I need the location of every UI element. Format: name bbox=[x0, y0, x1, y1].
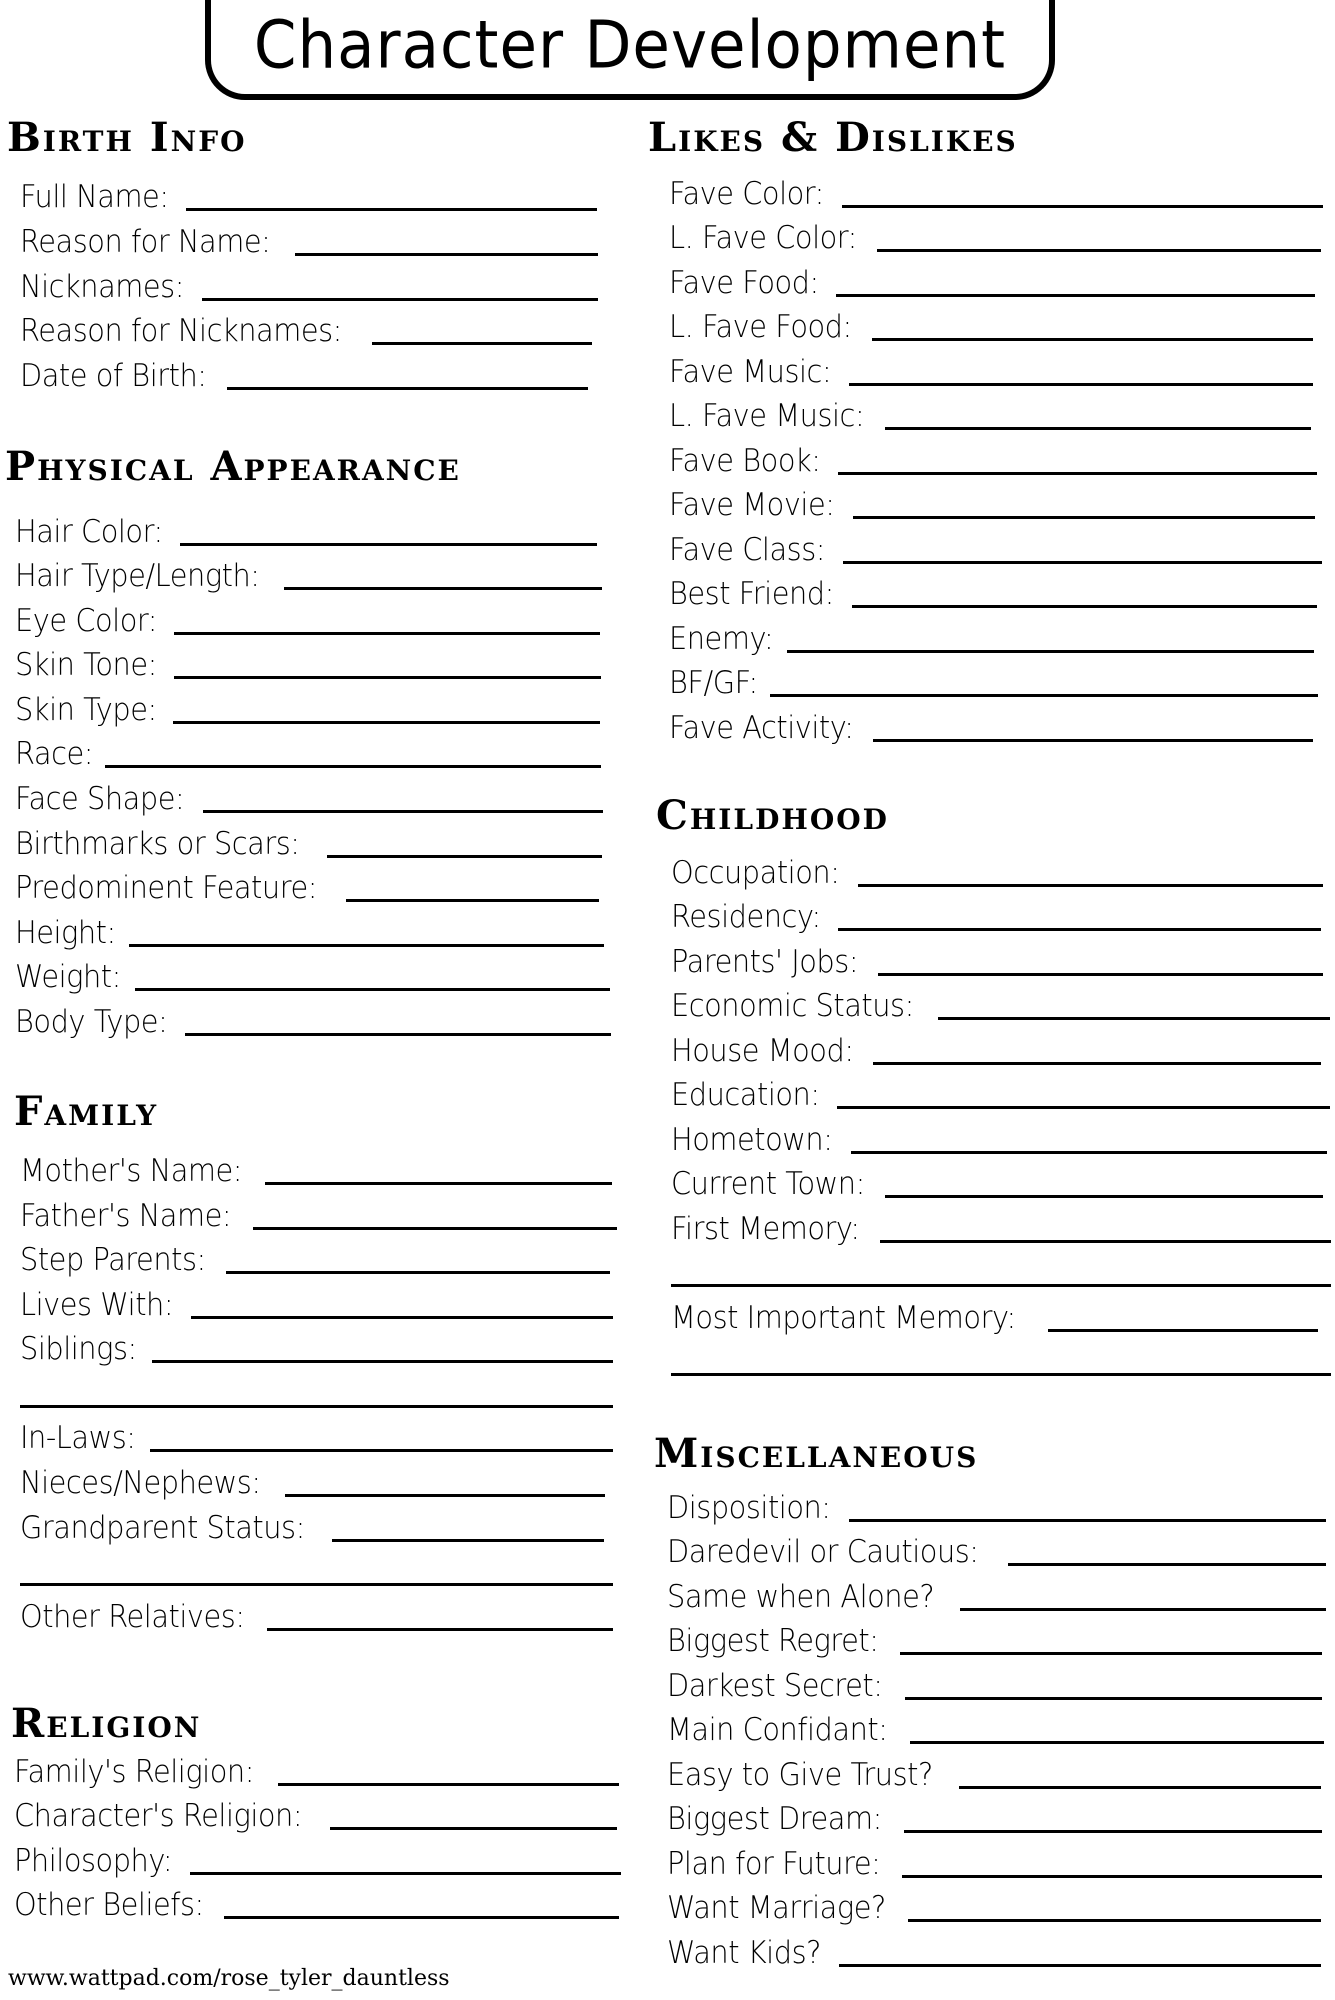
field-label: Fave Color: bbox=[669, 176, 824, 212]
field-label: Other Relatives: bbox=[20, 1599, 245, 1635]
field-label: Residency: bbox=[671, 899, 821, 935]
field-blank-line[interactable] bbox=[836, 294, 1315, 297]
field-blank-line[interactable] bbox=[910, 1741, 1324, 1744]
field-label: House Mood: bbox=[671, 1033, 854, 1069]
field-label: Fave Food: bbox=[669, 265, 819, 301]
field-fave-music[interactable] bbox=[669, 352, 1313, 392]
field-label: Character's Religion: bbox=[14, 1798, 303, 1834]
field-face-shape[interactable] bbox=[15, 779, 603, 819]
field-fave-activity[interactable] bbox=[669, 708, 1313, 748]
field-daredevil-or-cautious[interactable] bbox=[667, 1532, 1326, 1572]
field-label: Grandparent Status: bbox=[20, 1510, 305, 1546]
field-blank-line[interactable] bbox=[185, 1033, 611, 1036]
section-heading-family: Family bbox=[14, 1088, 159, 1135]
field-plan-for-future[interactable] bbox=[667, 1844, 1322, 1884]
field-blank-line[interactable] bbox=[20, 1405, 613, 1408]
field-blank-line[interactable] bbox=[284, 587, 602, 590]
field-label: Current Town: bbox=[671, 1166, 865, 1202]
field-biggest-regret[interactable] bbox=[667, 1621, 1322, 1661]
footer-url: www.wattpad.com/rose_tyler_dauntless bbox=[8, 1966, 450, 1991]
field-blank-line[interactable] bbox=[1048, 1329, 1318, 1332]
field-blank-line[interactable] bbox=[1008, 1563, 1326, 1566]
field-blank-line[interactable] bbox=[135, 988, 610, 991]
field-full-name[interactable] bbox=[20, 177, 597, 217]
field-blank-line[interactable] bbox=[837, 1106, 1330, 1109]
field-blank-line[interactable] bbox=[885, 427, 1311, 430]
field-siblings[interactable] bbox=[20, 1329, 613, 1369]
field-in-laws[interactable] bbox=[20, 1418, 613, 1458]
field-most-important-memory-continued[interactable] bbox=[671, 1342, 1331, 1382]
field-fave-food[interactable] bbox=[669, 263, 1315, 303]
field-label: L. Fave Color: bbox=[669, 220, 857, 256]
field-blank-line[interactable] bbox=[843, 561, 1322, 564]
field-label: BF/GF: bbox=[669, 665, 758, 701]
field-label: Lives With: bbox=[20, 1287, 174, 1323]
field-first-memory[interactable] bbox=[671, 1209, 1331, 1249]
field-hometown[interactable] bbox=[671, 1120, 1327, 1160]
field-label: Hair Type/Length: bbox=[15, 558, 260, 594]
field-label: Father's Name: bbox=[20, 1198, 232, 1234]
field-label: Race: bbox=[15, 736, 94, 772]
field-weight[interactable] bbox=[15, 957, 610, 997]
field-race[interactable] bbox=[15, 734, 601, 774]
field-label: In-Laws: bbox=[20, 1420, 136, 1456]
field-blank-line[interactable] bbox=[278, 1783, 619, 1786]
field-label: Most Important Memory: bbox=[671, 1300, 1016, 1336]
section-heading-birth-info: Birth Info bbox=[7, 114, 247, 161]
field-grandparent-status[interactable] bbox=[20, 1508, 604, 1548]
field-siblings-continued[interactable] bbox=[20, 1374, 613, 1414]
field-label: Disposition: bbox=[667, 1490, 831, 1526]
field-other-beliefs[interactable] bbox=[14, 1885, 619, 1925]
field-label: Birthmarks or Scars: bbox=[15, 826, 300, 862]
field-blank-line[interactable] bbox=[129, 944, 604, 947]
field-blank-line[interactable] bbox=[873, 739, 1313, 742]
field-least-fave-food[interactable] bbox=[669, 307, 1313, 347]
field-label: Weight: bbox=[15, 959, 121, 995]
field-label: Want Marriage? bbox=[667, 1890, 886, 1926]
field-eye-color[interactable] bbox=[15, 601, 600, 641]
field-house-mood[interactable] bbox=[671, 1031, 1321, 1071]
field-blank-line[interactable] bbox=[174, 632, 600, 635]
field-characters-religion[interactable] bbox=[14, 1796, 617, 1836]
field-blank-line[interactable] bbox=[180, 543, 597, 546]
field-blank-line[interactable] bbox=[671, 1373, 1331, 1376]
field-label: Predominent Feature: bbox=[15, 870, 317, 906]
field-label: Daredevil or Cautious: bbox=[667, 1534, 979, 1570]
field-body-type[interactable] bbox=[15, 1002, 611, 1042]
field-other-relatives[interactable] bbox=[20, 1597, 613, 1637]
field-same-when-alone[interactable] bbox=[667, 1577, 1326, 1617]
field-reason-for-nicknames[interactable] bbox=[20, 311, 592, 351]
field-first-memory-continued[interactable] bbox=[671, 1253, 1331, 1293]
field-residency[interactable] bbox=[671, 897, 1321, 937]
field-blank-line[interactable] bbox=[150, 1449, 613, 1452]
field-label: Main Confidant: bbox=[667, 1712, 888, 1748]
field-label: Family's Religion: bbox=[14, 1754, 254, 1790]
field-bf-gf[interactable] bbox=[669, 663, 1318, 703]
field-step-parents[interactable] bbox=[20, 1240, 610, 1280]
field-label: L. Fave Music: bbox=[669, 398, 865, 434]
field-blank-line[interactable] bbox=[186, 208, 597, 211]
field-blank-line[interactable] bbox=[878, 973, 1323, 976]
field-blank-line[interactable] bbox=[253, 1227, 617, 1230]
field-blank-line[interactable] bbox=[885, 1195, 1323, 1198]
field-label: Date of Birth: bbox=[20, 358, 207, 394]
field-enemy[interactable] bbox=[669, 619, 1314, 659]
section-heading-likes-dislikes: Likes & Dislikes bbox=[648, 114, 1018, 161]
field-best-friend[interactable] bbox=[669, 574, 1317, 614]
field-occupation[interactable] bbox=[671, 853, 1323, 893]
field-blank-line[interactable] bbox=[849, 1519, 1326, 1522]
field-label: Biggest Dream: bbox=[667, 1801, 882, 1837]
field-disposition[interactable] bbox=[667, 1488, 1326, 1528]
field-blank-line[interactable] bbox=[787, 650, 1314, 653]
field-blank-line[interactable] bbox=[770, 694, 1318, 697]
field-label: Darkest Secret: bbox=[667, 1668, 883, 1704]
field-blank-line[interactable] bbox=[224, 1916, 619, 1919]
field-fave-movie[interactable] bbox=[669, 485, 1315, 525]
field-blank-line[interactable] bbox=[904, 1830, 1322, 1833]
field-blank-line[interactable] bbox=[902, 1875, 1322, 1878]
field-blank-line[interactable] bbox=[908, 1919, 1321, 1922]
field-blank-line[interactable] bbox=[960, 1608, 1326, 1611]
field-blank-line[interactable] bbox=[900, 1652, 1322, 1655]
field-blank-line[interactable] bbox=[202, 298, 598, 301]
field-label: Reason for Nicknames: bbox=[20, 313, 342, 349]
field-label: Body Type: bbox=[15, 1004, 168, 1040]
field-blank-line[interactable] bbox=[190, 1872, 621, 1875]
field-mothers-name[interactable] bbox=[20, 1151, 612, 1191]
field-label: Education: bbox=[671, 1077, 820, 1113]
field-blank-line[interactable] bbox=[203, 810, 603, 813]
field-fave-book[interactable] bbox=[669, 441, 1317, 481]
field-hair-color[interactable] bbox=[15, 512, 597, 552]
field-fave-color[interactable] bbox=[669, 174, 1323, 214]
field-blank-line[interactable] bbox=[858, 884, 1323, 887]
field-label: Full Name: bbox=[20, 179, 169, 215]
field-label: Skin Tone: bbox=[15, 647, 157, 683]
field-nieces-nephews[interactable] bbox=[20, 1463, 605, 1503]
field-most-important-memory[interactable] bbox=[671, 1298, 1318, 1338]
field-blank-line[interactable] bbox=[838, 472, 1317, 475]
field-label: Easy to Give Trust? bbox=[667, 1757, 933, 1793]
field-label: Eye Color: bbox=[15, 603, 158, 639]
field-label: Step Parents: bbox=[20, 1242, 206, 1278]
field-current-town[interactable] bbox=[671, 1164, 1323, 1204]
field-blank-line[interactable] bbox=[849, 383, 1313, 386]
field-easy-to-give-trust[interactable] bbox=[667, 1755, 1321, 1795]
field-darkest-secret[interactable] bbox=[667, 1666, 1322, 1706]
section-heading-physical-appearance: Physical Appearance bbox=[5, 443, 461, 490]
field-blank-line[interactable] bbox=[959, 1786, 1321, 1789]
field-blank-line[interactable] bbox=[372, 342, 592, 345]
field-label: Hair Color: bbox=[15, 514, 163, 550]
field-label: Fave Activity: bbox=[669, 710, 854, 746]
field-label: Nicknames: bbox=[20, 269, 184, 305]
field-nicknames[interactable] bbox=[20, 267, 598, 307]
field-blank-line[interactable] bbox=[226, 1271, 610, 1274]
field-blank-line[interactable] bbox=[905, 1697, 1322, 1700]
field-birthmarks-or-scars[interactable] bbox=[15, 824, 602, 864]
field-label: First Memory: bbox=[671, 1211, 860, 1247]
field-label: Nieces/Nephews: bbox=[20, 1465, 261, 1501]
field-lives-with[interactable] bbox=[20, 1285, 613, 1325]
field-blank-line[interactable] bbox=[295, 253, 598, 256]
field-familys-religion[interactable] bbox=[14, 1752, 619, 1792]
field-label: Siblings: bbox=[20, 1331, 137, 1367]
field-label: Fave Class: bbox=[669, 532, 826, 568]
field-want-kids[interactable] bbox=[667, 1933, 1321, 1973]
field-education[interactable] bbox=[671, 1075, 1330, 1115]
field-biggest-dream[interactable] bbox=[667, 1799, 1322, 1839]
field-date-of-birth[interactable] bbox=[20, 356, 588, 396]
field-want-marriage[interactable] bbox=[667, 1888, 1321, 1928]
field-skin-tone[interactable] bbox=[15, 645, 601, 685]
field-blank-line[interactable] bbox=[227, 387, 588, 390]
field-blank-line[interactable] bbox=[842, 205, 1323, 208]
field-blank-line[interactable] bbox=[332, 1539, 604, 1542]
field-label: Enemy: bbox=[669, 621, 774, 657]
field-least-fave-color[interactable] bbox=[669, 218, 1321, 258]
field-skin-type[interactable] bbox=[15, 690, 600, 730]
field-label: Economic Status: bbox=[671, 988, 914, 1024]
field-blank-line[interactable] bbox=[839, 1964, 1321, 1967]
section-heading-religion: Religion bbox=[11, 1700, 202, 1747]
field-blank-line[interactable] bbox=[346, 899, 599, 902]
section-heading-childhood: Childhood bbox=[656, 792, 889, 839]
field-blank-line[interactable] bbox=[327, 855, 602, 858]
field-blank-line[interactable] bbox=[152, 1360, 613, 1363]
field-economic-status[interactable] bbox=[671, 986, 1330, 1026]
field-blank-line[interactable] bbox=[877, 249, 1321, 252]
field-label: Height: bbox=[15, 915, 116, 951]
field-blank-line[interactable] bbox=[174, 676, 601, 679]
field-philosophy[interactable] bbox=[14, 1841, 621, 1881]
field-label: Fave Movie: bbox=[669, 487, 835, 523]
field-label: Fave Book: bbox=[669, 443, 821, 479]
field-main-confidant[interactable] bbox=[667, 1710, 1324, 1750]
field-blank-line[interactable] bbox=[20, 1583, 613, 1586]
field-label: Best Friend: bbox=[669, 576, 834, 612]
field-label: Philosophy: bbox=[14, 1843, 173, 1879]
field-blank-line[interactable] bbox=[853, 516, 1315, 519]
field-blank-line[interactable] bbox=[105, 765, 601, 768]
field-label: L. Fave Food: bbox=[669, 309, 852, 345]
field-label: Hometown: bbox=[671, 1122, 833, 1158]
field-blank-line[interactable] bbox=[880, 1240, 1331, 1243]
field-blank-line[interactable] bbox=[285, 1494, 605, 1497]
field-label: Fave Music: bbox=[669, 354, 832, 390]
field-label: Reason for Name: bbox=[20, 224, 271, 260]
field-blank-line[interactable] bbox=[873, 1062, 1321, 1065]
field-parents-jobs[interactable] bbox=[671, 942, 1323, 982]
field-blank-line[interactable] bbox=[671, 1284, 1331, 1287]
field-label: Occupation: bbox=[671, 855, 840, 891]
field-label: Want Kids? bbox=[667, 1935, 821, 1971]
field-label: Parents' Jobs: bbox=[671, 944, 859, 980]
field-label: Biggest Regret: bbox=[667, 1623, 879, 1659]
field-blank-line[interactable] bbox=[851, 1151, 1327, 1154]
field-blank-line[interactable] bbox=[191, 1316, 613, 1319]
field-blank-line[interactable] bbox=[330, 1827, 617, 1830]
field-fave-class[interactable] bbox=[669, 530, 1322, 570]
field-blank-line[interactable] bbox=[265, 1182, 612, 1185]
field-label: Face Shape: bbox=[15, 781, 185, 817]
field-predominent-feature[interactable] bbox=[15, 868, 599, 908]
field-label: Other Beliefs: bbox=[14, 1887, 204, 1923]
field-blank-line[interactable] bbox=[267, 1628, 613, 1631]
field-label: Mother's Name: bbox=[20, 1153, 243, 1189]
field-blank-line[interactable] bbox=[938, 1017, 1330, 1020]
field-least-fave-music[interactable] bbox=[669, 396, 1311, 436]
field-blank-line[interactable] bbox=[872, 338, 1313, 341]
field-label: Same when Alone? bbox=[667, 1579, 935, 1615]
field-hair-type-length[interactable] bbox=[15, 556, 602, 596]
field-blank-line[interactable] bbox=[852, 605, 1317, 608]
field-reason-for-name[interactable] bbox=[20, 222, 598, 262]
section-heading-miscellaneous: Miscellaneous bbox=[654, 1430, 979, 1477]
field-blank-line[interactable] bbox=[838, 928, 1321, 931]
page-title: Character Development bbox=[253, 6, 1007, 84]
field-height[interactable] bbox=[15, 913, 604, 953]
field-grandparent-status-continued[interactable] bbox=[20, 1552, 613, 1592]
field-blank-line[interactable] bbox=[173, 721, 600, 724]
field-label: Plan for Future: bbox=[667, 1846, 881, 1882]
field-fathers-name[interactable] bbox=[20, 1196, 617, 1236]
field-label: Skin Type: bbox=[15, 692, 157, 728]
